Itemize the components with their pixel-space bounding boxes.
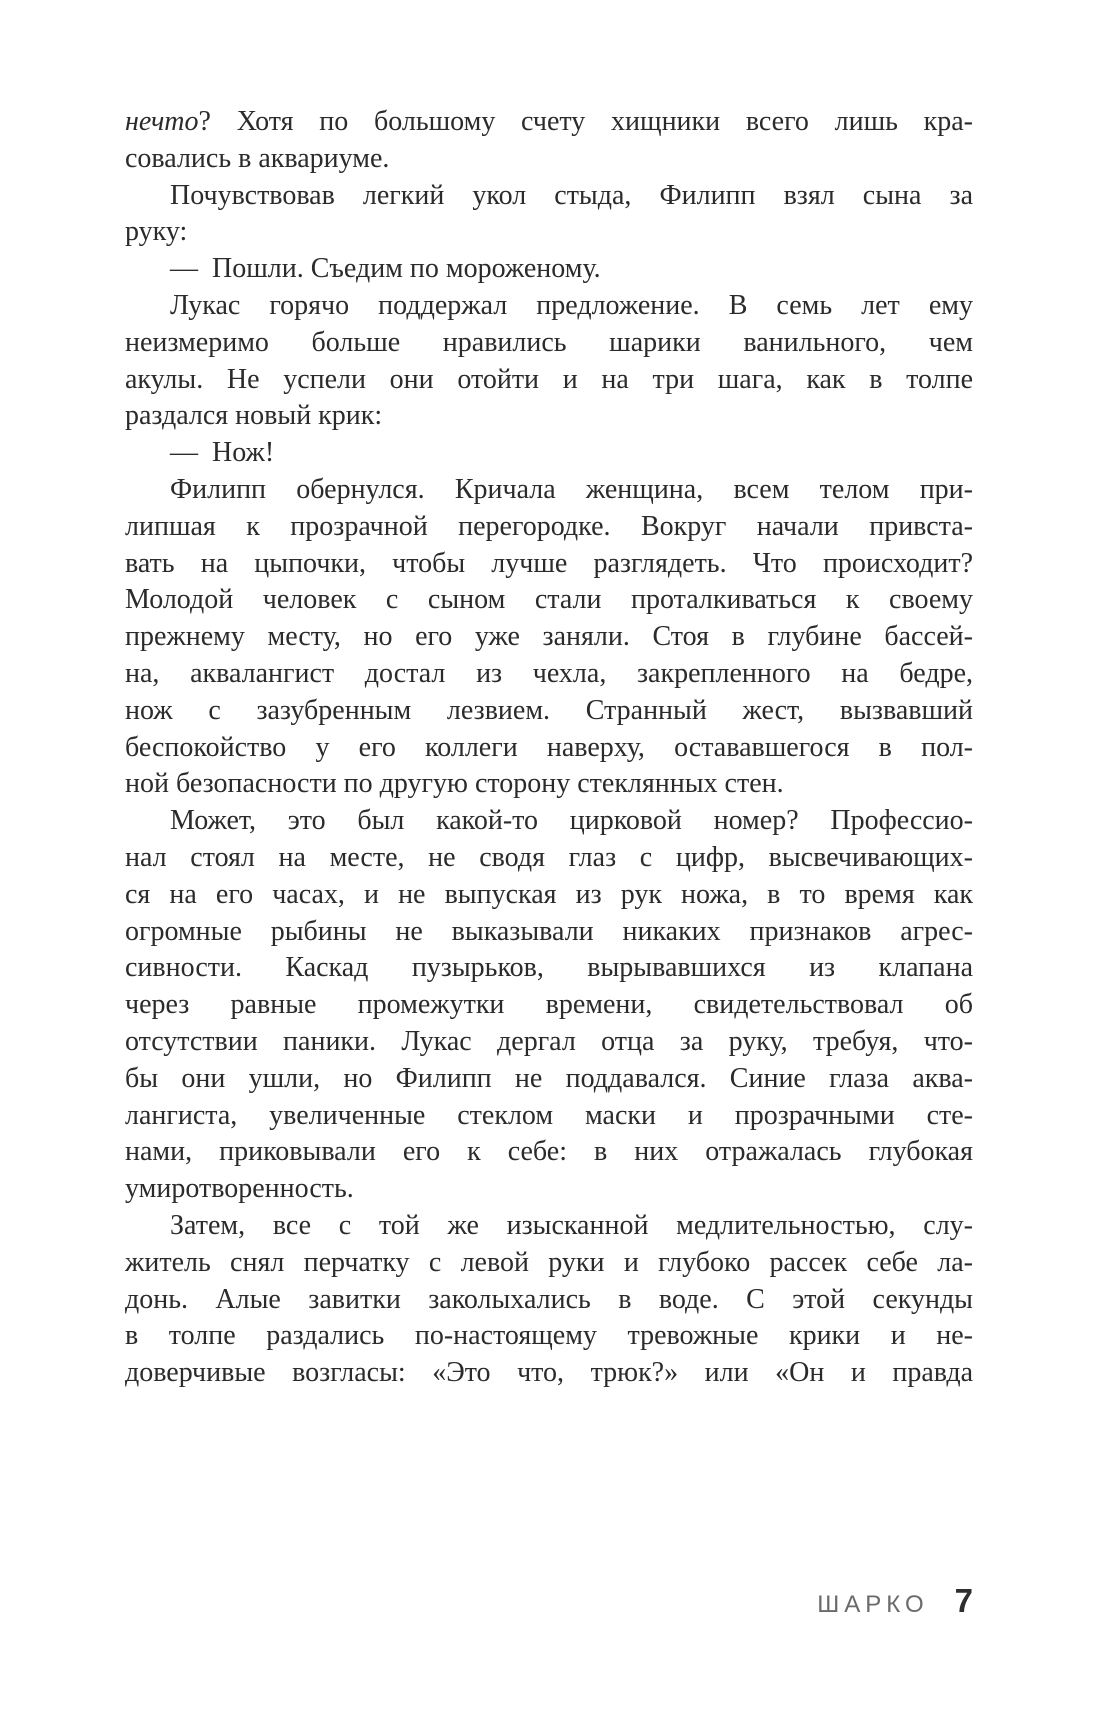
text-run: ? Хотя по большому счету хищники всего лишь кра- [198, 106, 973, 137]
text-run: ся на его часах, и не выпуская из рук ножа, в то время как [125, 878, 973, 910]
text-line [125, 472, 973, 509]
text-run: раздался новый крик: [125, 400, 383, 432]
text-line [125, 1282, 973, 1319]
text-line [125, 730, 973, 767]
text-run: вать на цыпочки, чтобы лучше разглядеть. Что происходит? [125, 547, 973, 579]
text-run: — Пошли. Съедим по мороженому. [170, 253, 601, 285]
text-line [125, 362, 973, 399]
text-line [125, 1024, 973, 1061]
text-line [125, 803, 973, 840]
text-line [125, 509, 973, 546]
text-line [125, 1355, 973, 1392]
text-line [125, 766, 973, 803]
text-line [125, 251, 973, 288]
text-run: беспокойство у его коллеги наверху, остававшегося в пол- [125, 731, 973, 763]
text-line [125, 840, 973, 877]
text-line [125, 877, 973, 914]
text-line [125, 178, 973, 215]
text-run: доверчивые возгласы: «Это что, трюк?» или «Он и правда [125, 1357, 973, 1389]
text-line [125, 398, 973, 435]
text-line [125, 656, 973, 693]
text-run: совались в аквариуме. [125, 142, 390, 174]
text-run: акулы. Не успели они отойти и на три шага, как в толпе [125, 363, 973, 395]
text-line [125, 1061, 973, 1098]
footer-page-number: 7 [954, 1582, 973, 1619]
text-line [125, 104, 973, 141]
text-line [125, 1134, 973, 1171]
text-run: житель снял перчатку с левой руки и глубоко рассек себе ла- [125, 1246, 973, 1278]
text-line [125, 1245, 973, 1282]
text-line [125, 1208, 973, 1245]
text-line [125, 141, 973, 178]
text-line [125, 325, 973, 362]
text-run: лангиста, увеличенные стеклом маски и прозрачными сте- [125, 1099, 973, 1131]
text-line [125, 693, 973, 730]
text-run: сивности. Каскад пузырьков, вырывавшихся из клапана [125, 952, 973, 984]
text-line [125, 288, 973, 325]
text-line [125, 582, 973, 619]
text-run: бы они ушли, но Филипп не поддавался. Синие глаза аква- [125, 1062, 973, 1094]
text-run: неизмеримо больше нравились шарики ванильного, чем [125, 326, 973, 358]
text-run: ной безопасности по другую сторону стеклянных стен. [125, 768, 784, 800]
text-run: — Нож! [170, 437, 275, 469]
text-column [125, 104, 973, 1392]
text-run: Лукас горячо поддержал предложение. В семь лет ему [170, 289, 973, 321]
text-run: руку: [125, 216, 188, 248]
text-run: нами, приковывали его к себе: в них отражалась глубокая [125, 1136, 973, 1168]
text-line [125, 950, 973, 987]
text-run: нал стоял на месте, не сводя глаз с цифр, высвечивающих- [125, 841, 973, 873]
text-run: прежнему месту, но его уже заняли. Стоя в глубине бассей- [125, 621, 973, 653]
text-run: Затем, все с той же изысканной медлительностью, слу- [170, 1209, 973, 1241]
page-footer [125, 1582, 973, 1620]
text-line [125, 1318, 973, 1355]
text-run: огромные рыбины не выказывали никаких признаков агрес- [125, 915, 973, 947]
text-line [125, 987, 973, 1024]
text-line [125, 1171, 973, 1208]
text-run: на, аквалангист достал из чехла, закрепленного на бедре, [125, 657, 973, 689]
text-run: Филипп обернулся. Кричала женщина, всем телом при- [170, 473, 973, 505]
text-run: в толпе раздались по-настоящему тревожные крики и не- [125, 1320, 973, 1352]
text-run: липшая к прозрачной перегородке. Вокруг начали привста- [125, 510, 973, 542]
text-run: Почувствовав легкий укол стыда, Филипп взял сына за [170, 179, 973, 211]
italic-text-run: нечто [125, 106, 199, 137]
text-line [125, 546, 973, 583]
text-run: умиротворенность. [125, 1173, 354, 1205]
text-run: нож с зазубренным лезвием. Странный жест, вызвавший [125, 694, 973, 726]
text-line [125, 914, 973, 951]
text-run: через равные промежутки времени, свидетельствовал об [125, 989, 973, 1021]
text-line [125, 1098, 973, 1135]
footer-book-title: ШАРКО [817, 1591, 929, 1618]
text-line [125, 214, 973, 251]
text-run: донь. Алые завитки заколыхались в воде. С этой секунды [125, 1283, 973, 1315]
text-run: отсутствии паники. Лукас дергал отца за руку, требуя, что- [125, 1025, 973, 1057]
text-run: Молодой человек с сыном стали проталкиваться к своему [125, 584, 973, 616]
text-line [125, 619, 973, 656]
text-line [125, 435, 973, 472]
text-run: Может, это был какой-то цирковой номер? Профессио- [170, 805, 973, 837]
